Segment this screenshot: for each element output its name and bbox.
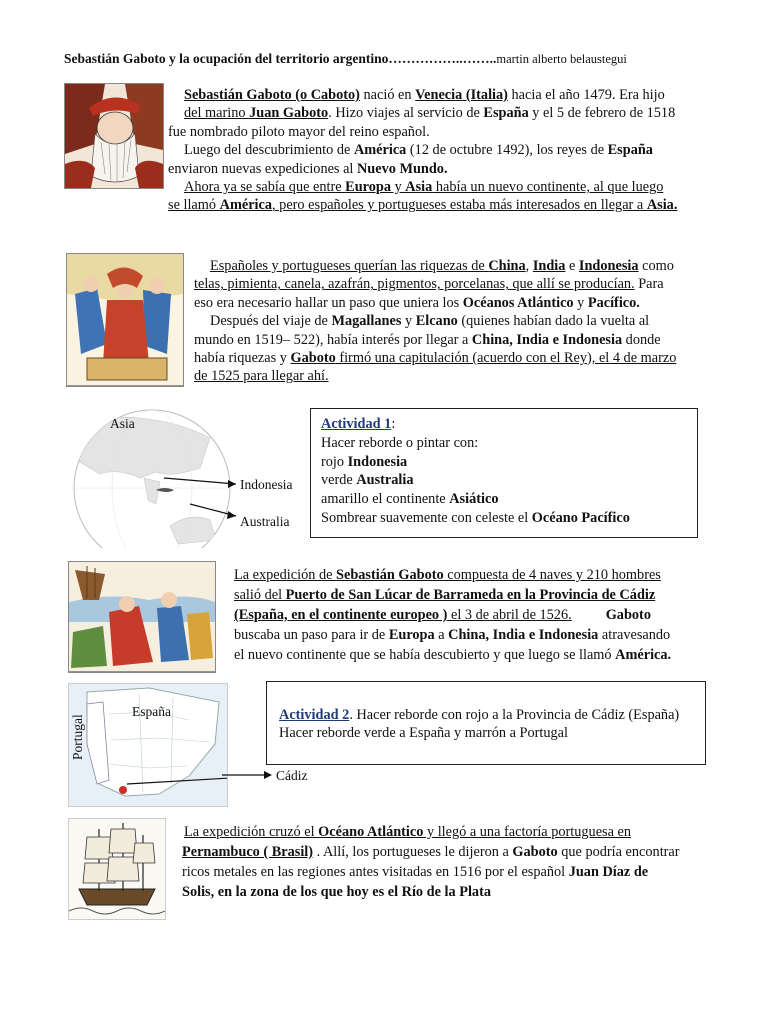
title-text: Sebastián Gaboto y la ocupación del territorio argentino……………..…….. xyxy=(64,51,497,66)
expedition-illustration xyxy=(68,561,216,673)
globe-label-australia: Australia xyxy=(240,514,290,529)
section-1-text: Sebastián Gaboto (o Caboto) nació en Venecia (Italia) hacia el año 1479. Era hijo del marino Juan Gaboto. Hizo viajes al servicio de España y el 5 de febrero de 1518 fue nombrado piloto mayor del reino español. Luego del descubrimiento de América (12 de octubre 1492), los reyes de España enviaron nuevas expediciones al Nuevo Mundo. Ahora ya se sabía que entre Europa y Asia había un nuevo continente, al que luego se llamó América, pero españoles y portugueses estaba más interesados en llegar a Asia. xyxy=(168,87,678,214)
capitulation-illustration xyxy=(66,253,184,387)
map-label-espana: España xyxy=(132,704,171,719)
map-label-portugal: Portugal xyxy=(70,714,85,760)
activity-2-box: Actividad 2. Hacer reborde con rojo a la Provincia de Cádiz (España) Hacer reborde verde a España y marrón a Portugal xyxy=(266,681,706,765)
gaboto-portrait-image xyxy=(64,83,164,189)
iberia-map xyxy=(68,683,228,807)
page-title xyxy=(64,51,627,67)
activity-1-box: Actividad 1: Hacer reborde o pintar con: rojo Indonesia verde Australia amarillo el continente Asiático Sombrear suavemente con celeste el Océano Pacífico xyxy=(310,408,698,538)
section-3-text: La expedición de Sebastián Gaboto compuesta de 4 naves y 210 hombres salió del Puerto de San Lúcar de Barrameda en la Provincia de Cádiz (España, en el continente europeo ) el 3 de abril de 1526. Gaboto buscaba un paso para ir de Europa a China, India e Indonesia atravesando el nuevo continente que se había descubierto y que luego se llamó América. xyxy=(234,567,672,663)
cadiz-arrow xyxy=(222,769,272,781)
activity-1-title: Actividad 1 xyxy=(321,416,392,432)
globe-label-indonesia: Indonesia xyxy=(240,477,293,492)
author-name: martin alberto belaustegui xyxy=(496,52,627,66)
ship-illustration xyxy=(68,818,166,920)
section-4-text: La expedición cruzó el Océano Atlántico y llegó a una factoría portuguesa en Pernambuco ( Brasil) . Allí, los portugueses le dijeron a Gaboto que podría encontrar ricos metales en las regiones antes visitadas en 1516 por el español Juan Díaz de Solis, en la zona de los que hoy es el Río de la Plata xyxy=(182,824,680,900)
section-2-text: Españoles y portugueses querían las riquezas de China, India e Indonesia como telas, pimienta, canela, azafrán, pigmentos, porcelanas, que allí se producían. Para eso era necesario hallar un paso que uniera los Océanos Atlántico y Pacífico. Después del viaje de Magallanes y Elcano (quienes habían dado la vuelta al mundo en 1519– 522), había interés por llegar a China, India e Indonesia donde había riquezas y Gaboto firmó una capitulación (acuerdo con el Rey), el 4 de marzo de 1525 para llegar ahí. xyxy=(194,258,677,385)
globe-label-asia: Asia xyxy=(110,416,135,431)
activity-2-title: Actividad 2 xyxy=(279,707,350,723)
map-label-cadiz: Cádiz xyxy=(276,768,308,783)
